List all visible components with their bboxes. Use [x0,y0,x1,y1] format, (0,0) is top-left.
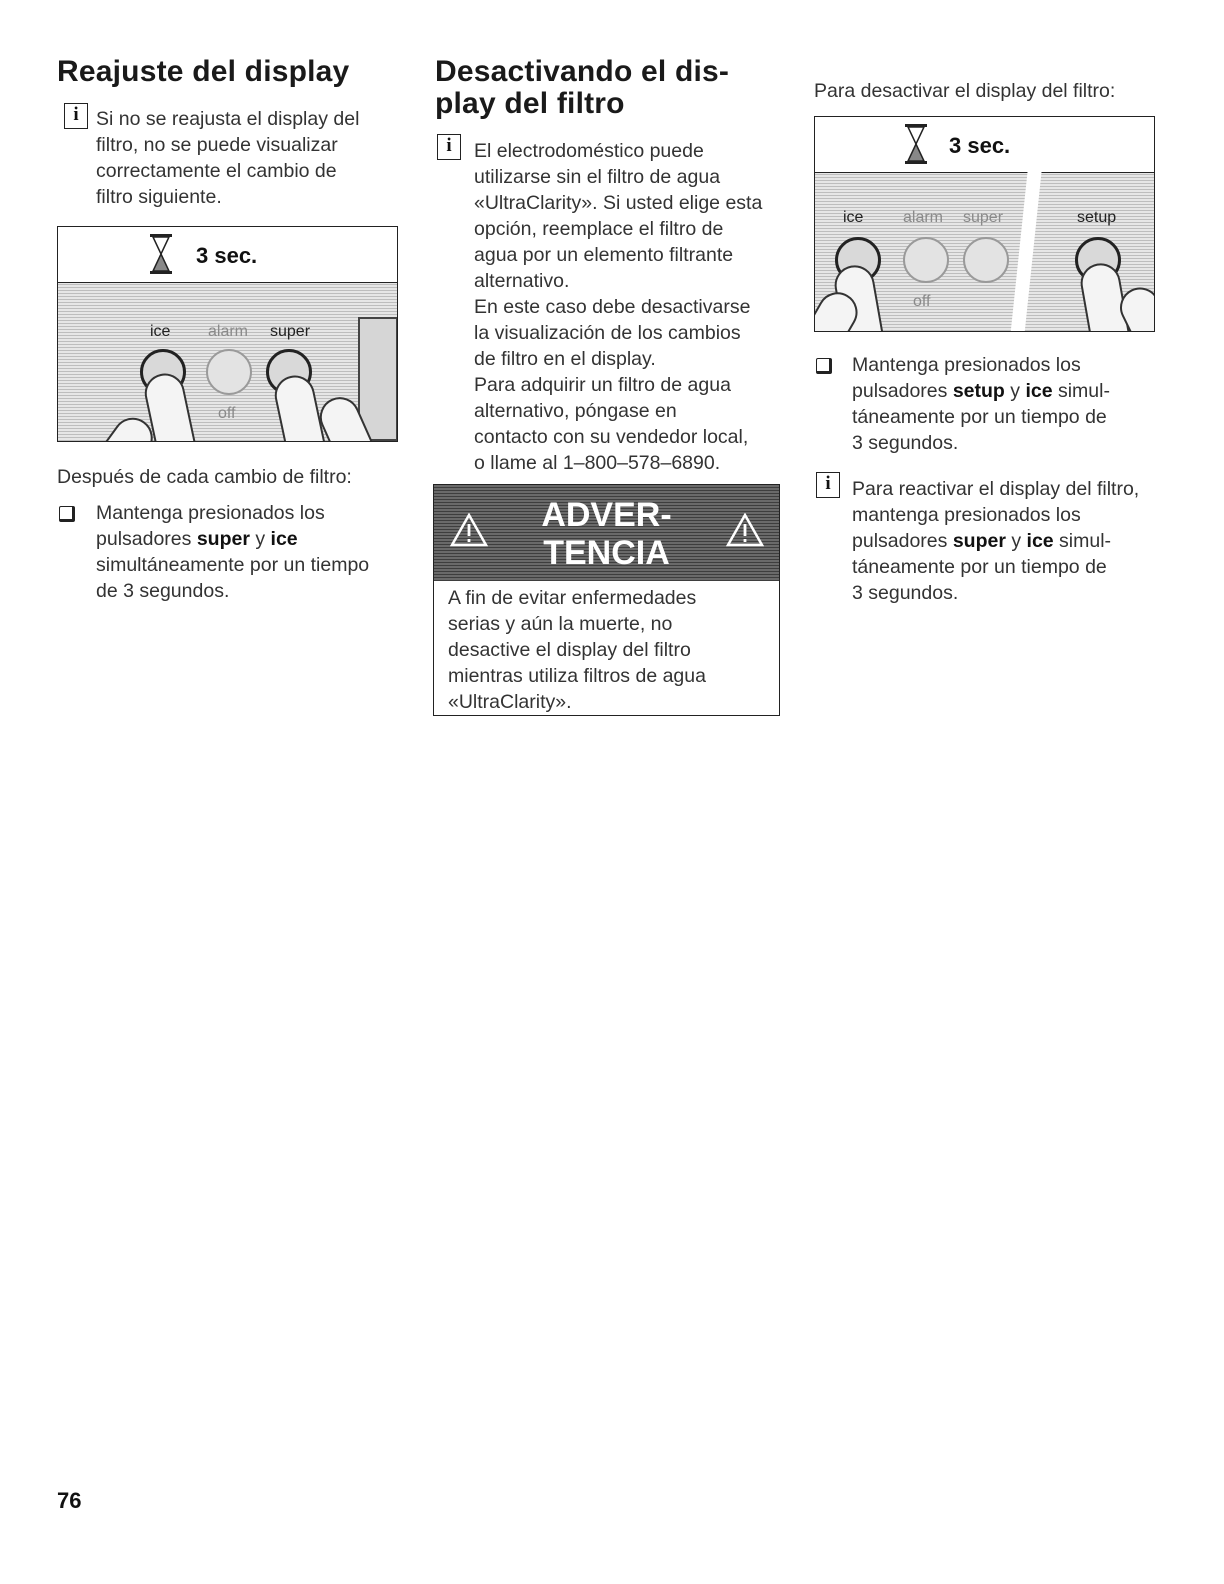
step-line: Mantenga presionados los [852,354,1081,376]
warning-title-line2: TENCIA [543,534,670,572]
step-line: de 3 segundos. [96,580,230,602]
info-line: o llame al 1–800–578–6890. [474,452,721,474]
setup-keyword: setup [952,380,1005,402]
info-icon: i [64,103,88,129]
checkbox-icon [816,358,832,374]
label-super: super [963,209,1004,226]
info-line: filtro siguiente. [96,186,222,208]
deactivate-intro: Para desactivar el display del filtro: [814,80,1116,102]
info-line: Para reactivar el display del filtro, [852,478,1140,500]
finger-icon [75,410,160,442]
info-line: correctamente el cambio de [96,160,337,182]
after-change-text: Después de cada cambio de filtro: [57,466,352,488]
info-line: 3 segundos. [852,582,959,604]
info-line: filtro, no se puede visualizar [96,134,338,156]
finger-icon [271,372,329,442]
warning-title-line1: ADVER- [541,496,672,534]
label-setup: setup [1077,209,1117,226]
label-super: super [270,323,311,340]
info-line [852,528,1192,554]
warning-triangle-icon [726,513,764,547]
label-alarm: alarm [903,209,944,226]
step-line: táneamente por un tiempo de [852,406,1107,428]
info-line: de filtro en el display. [474,348,656,370]
info-text-reactivar [852,476,1192,606]
step-text: pulsadores [852,380,953,402]
info-text-reajuste [96,106,396,210]
info-line: Si no se reajusta el display del [96,108,360,130]
step-line: 3 segundos. [852,432,959,454]
info-line: El electrodoméstico puede [474,140,704,162]
step-reajuste [96,500,406,604]
info-icon: i [816,472,840,498]
warning-line: serias y aún la muerte, no [448,613,673,635]
ice-keyword: ice [1026,530,1054,552]
info-line: Para adquirir un filtro de agua [474,374,731,396]
step-line: Mantenga presionados los [96,502,325,524]
super-button [963,237,1009,283]
heading-reajuste: Reajuste del display [57,55,350,88]
info-line: contacto con su vendedor local, [474,426,749,448]
warning-header [434,485,779,581]
time-label: 3 sec. [949,133,1011,158]
panel-buttons-area [815,173,1154,331]
label-ice: ice [843,209,864,226]
info-text: pulsadores [852,530,953,552]
step-text: pulsadores [96,528,197,550]
step-desactivar [852,352,1182,456]
heading-desactivando [435,56,765,120]
info-line: En este caso debe desactivarse [474,296,751,318]
label-off: off [913,293,931,310]
step-text: y [1004,380,1026,402]
info-line: «UltraClarity». Si usted elige esta [474,192,763,214]
label-off: off [218,405,236,422]
warning-box [433,484,780,716]
heading-line: play del filtro [435,87,625,120]
ice-keyword: ice [270,528,298,550]
ice-keyword: ice [1025,380,1053,402]
label-ice: ice [150,323,171,340]
step-line [852,378,1182,404]
panel-break [1008,153,1043,332]
heading-line: Desactivando el dis- [435,55,730,88]
control-panel-figure-1 [57,226,398,442]
warning-text [448,585,768,715]
info-line: la visualización de los cambios [474,322,741,344]
info-icon: i [437,134,461,160]
info-line: mantenga presionados los [852,504,1081,526]
control-panel-figure-2 [814,116,1155,332]
hourglass-icon [903,123,929,165]
info-line: opción, reemplace el filtro de [474,218,724,240]
info-line: utilizarse sin el filtro de agua [474,166,721,188]
alarm-button [206,349,252,395]
info-text: simul- [1053,530,1112,552]
warning-line: A fin de evitar enfermedades [448,587,697,609]
info-line: alternativo. [474,270,570,292]
info-line: alternativo, póngase en [474,400,677,422]
page-number: 76 [57,1488,82,1513]
info-text-desactivando [474,138,784,476]
super-keyword: super [196,528,250,550]
warning-line: mientras utiliza filtros de agua [448,665,706,687]
panel-buttons-area [58,283,397,441]
info-line: agua por un elemento filtrante [474,244,734,266]
checkbox-icon [59,506,75,522]
label-alarm: alarm [208,323,249,340]
info-text: y [1005,530,1027,552]
step-text: y [249,528,271,550]
alarm-button [903,237,949,283]
step-text: simul- [1052,380,1110,402]
step-line: simultáneamente por un tiempo [96,554,370,576]
panel-top [815,117,1154,173]
warning-line: desactive el display del filtro [448,639,691,661]
info-line: táneamente por un tiempo de [852,556,1107,578]
hourglass-icon [148,233,174,275]
panel-top [58,227,397,283]
warning-line: «UltraClarity». [448,691,572,713]
step-line [96,526,406,552]
super-keyword: super [952,530,1006,552]
time-label: 3 sec. [196,243,258,268]
